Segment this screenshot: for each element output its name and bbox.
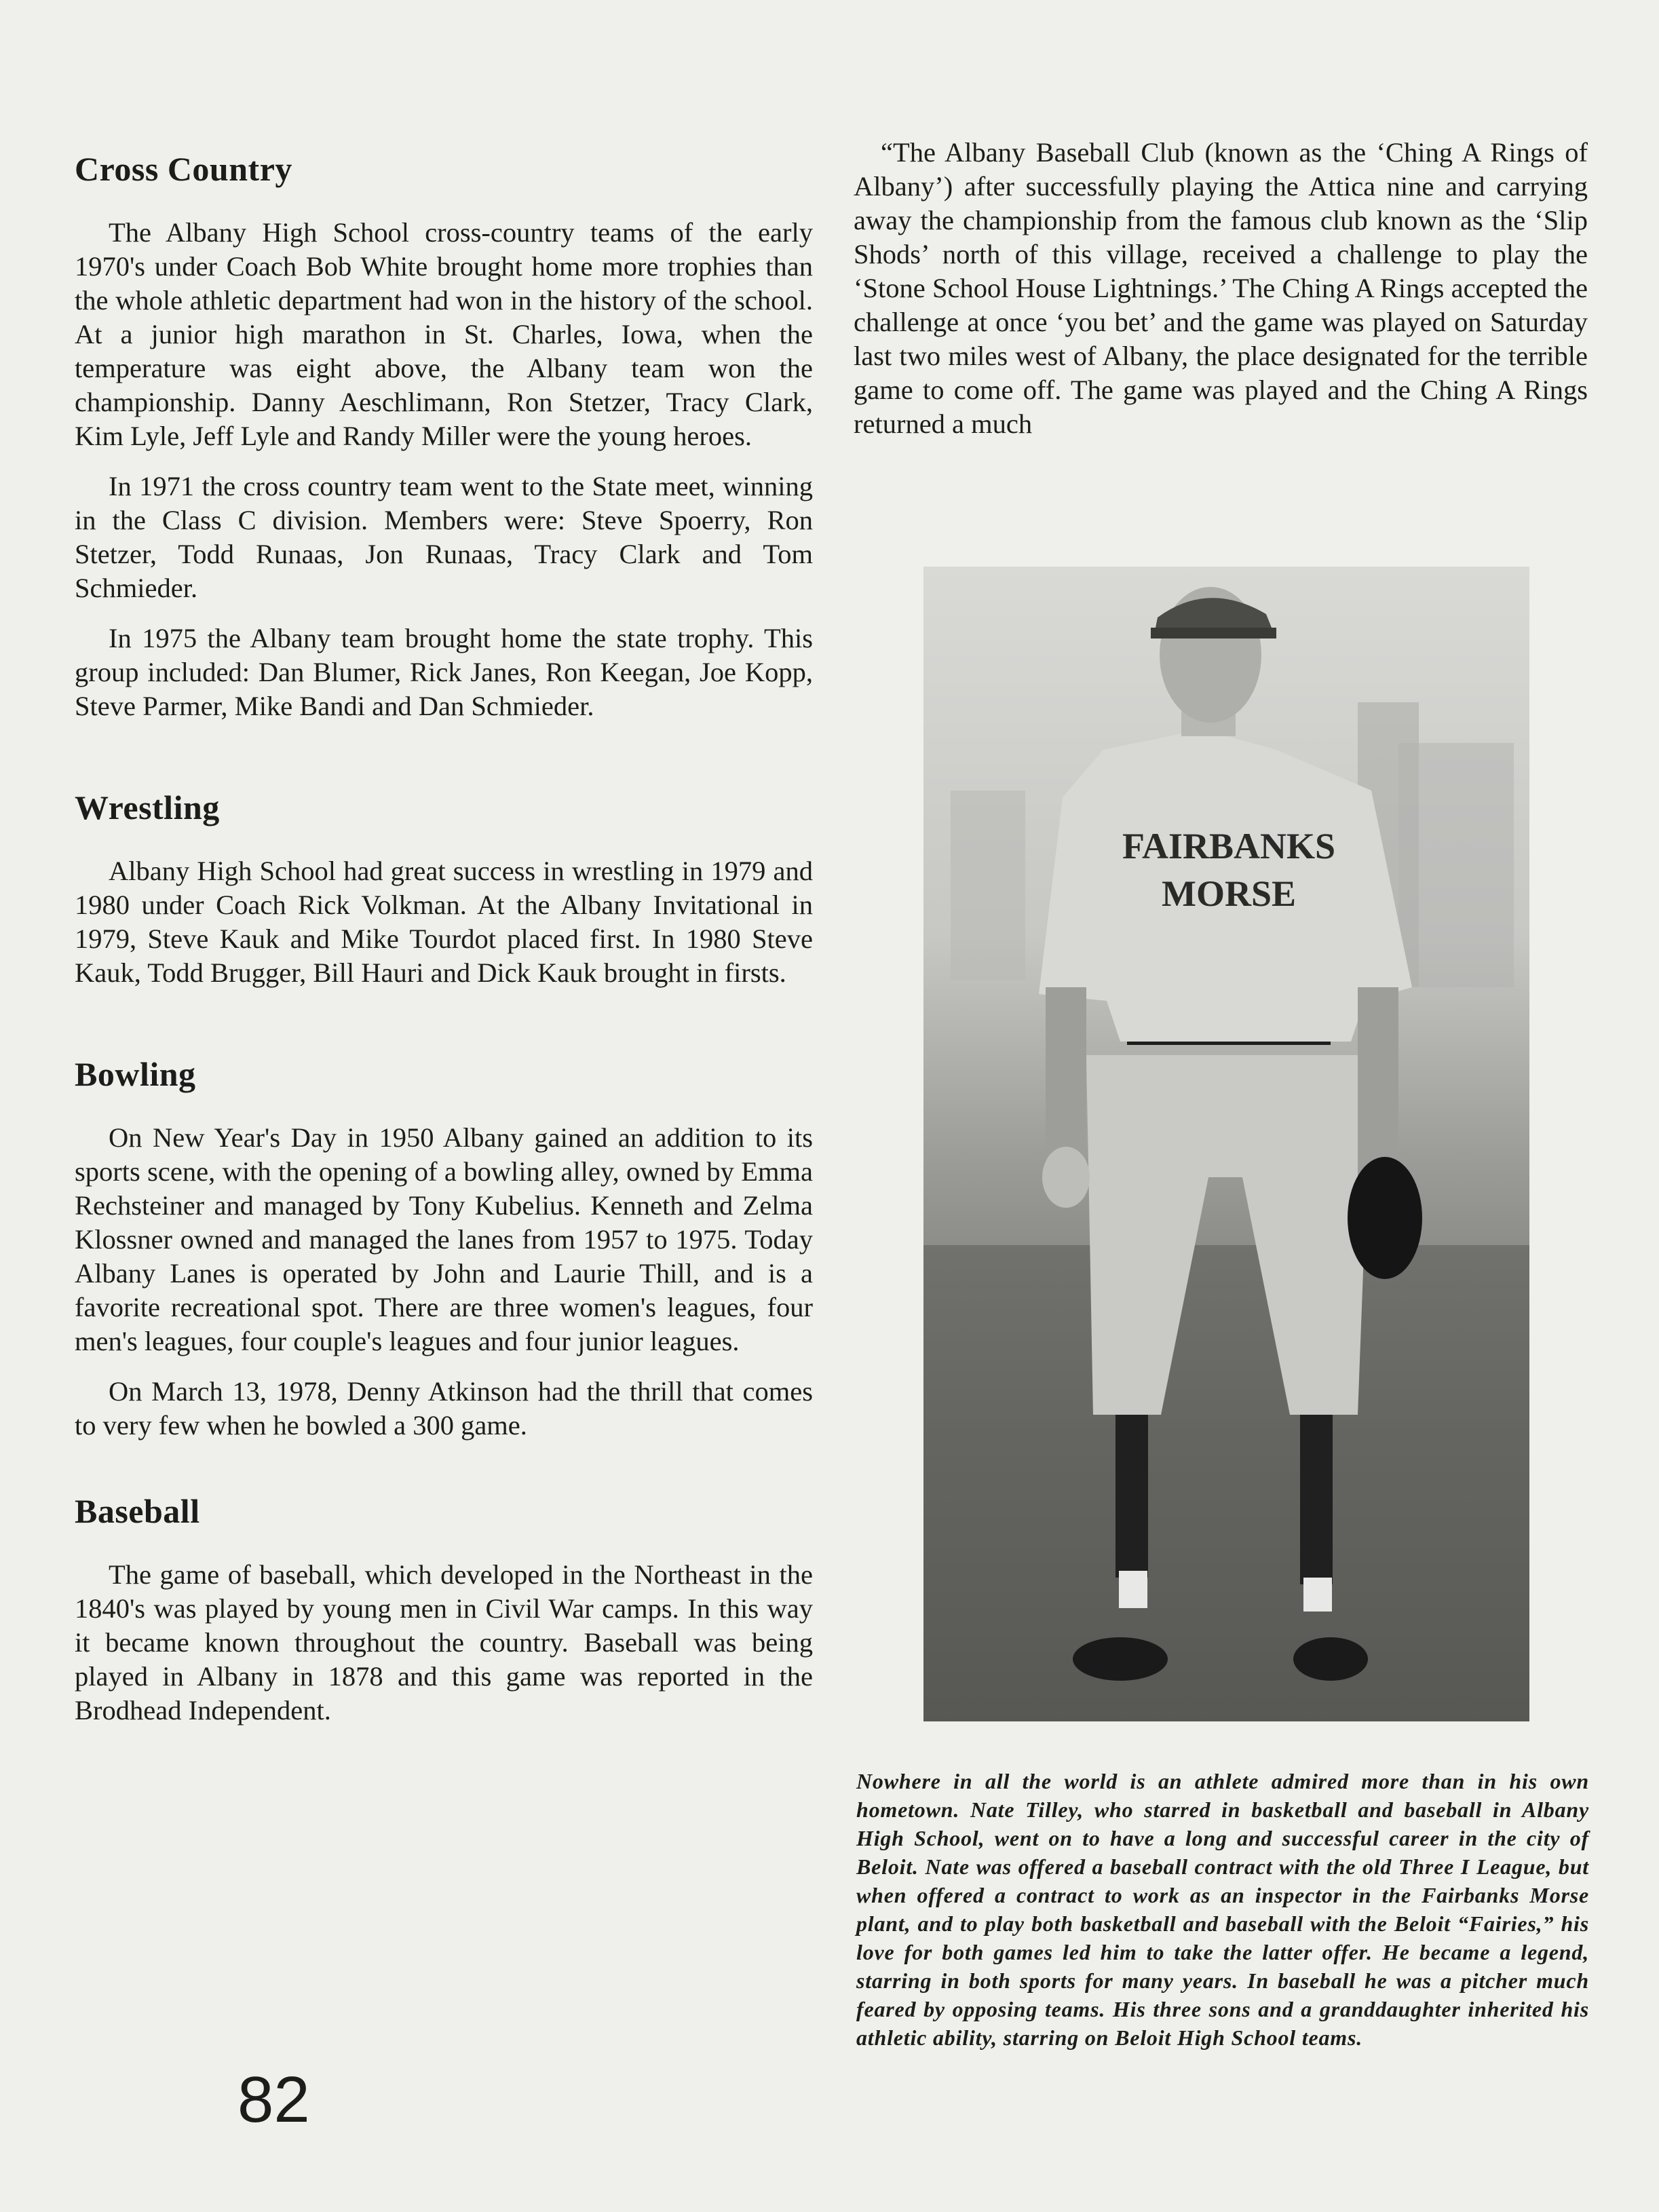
left-column: [75, 149, 813, 1792]
paragraph: In 1975 the Albany team brought home the state trophy. This group included: Dan Blumer, Rick Janes, Ron Keegan, Joe Kopp, Steve Parmer, Mike Bandi and Dan Schmieder.: [75, 623, 813, 721]
section-heading: Bowling: [75, 1055, 196, 1093]
section-bowling: [75, 1054, 813, 1443]
paragraph: The game of baseball, which developed in the Northeast in the 1840's was played by young men in Civil War camps. In this way it became known throughout the country. Baseball was being played in Albany in 1878 and this game was reported in the Brodhead Independent.: [75, 1559, 813, 1725]
paragraph: Albany High School had great success in wrestling in 1979 and 1980 under Coach Rick Volkman. At the Albany Invitational in 1979, Steve Kauk and Mike Tourdot placed first. In 1980 Steve Kauk, Todd Brugger, Bill Hauri and Dick Kauk brought in firsts.: [75, 856, 813, 988]
jersey-lettering-bottom: MORSE: [1161, 873, 1297, 914]
photo-caption: Nowhere in all the world is an athlete admired more than in his own hometown. Nate Tilley, who starred in basketball and baseball in Albany High School, went on to have a long and successful career in the city of Beloit. Nate was offered a baseball contract with the old Three I League, but when offered a contract to work as an inspector in the Fairbanks Morse plant, and to play both basketball and baseball with the Beloit “Fairies,” his love for both games led him to take the latter offer. He became a legend, starring in both sports for many years. In baseball he was a pitcher much feared by opposing teams. His three sons and a granddaughter inherited his athletic ability, starring on Beloit High School teams.: [856, 1769, 1589, 2050]
section-baseball: [75, 1491, 813, 1728]
paragraph: On New Year's Day in 1950 Albany gained an addition to its sports scene, with the opening of a bowling alley, owned by Emma Rechsteiner and managed by Tony Kubelius. Kenneth and Zelma Klossner owned and managed the lanes from 1957 to 1975. Today Albany Lanes is operated by John and Laurie Thill, and is a favorite recreational spot. There are three women's leagues, four men's leagues, four couple's leagues and four junior leagues.: [75, 1122, 813, 1356]
quote-block: [854, 136, 1588, 441]
section-heading: Wrestling: [75, 788, 220, 826]
paragraph: In 1971 the cross country team went to the State meet, winning in the Class C division. Members were: Steve Spoerry, Ron Stetzer, Todd Runaas, Jon Runaas, Tracy Clark and Tom Schmieder.: [75, 471, 813, 603]
quote-text: “The Albany Baseball Club (known as the ‘Ching A Rings of Albany’) after successfully playing the Attica nine and carrying away the championship from the famous club known as the ‘Slip Shods’ north of this village, received a challenge to play the ‘Stone School House Lightnings.’ The Ching A Rings accepted the challenge at once ‘you bet’ and the game was played on Saturday last two miles west of Albany, the place designated for the terrible game to come off. The game was played and the Ching A Rings returned a much: [854, 137, 1588, 439]
paragraph: On March 13, 1978, Denny Atkinson had the thrill that comes to very few when he bowled a 300 game.: [75, 1376, 813, 1441]
page-number: 82: [237, 2063, 310, 2136]
section-heading: Cross Country: [75, 150, 292, 188]
baseball-player-photo: [923, 567, 1529, 1721]
section-wrestling: [75, 788, 813, 990]
section-heading: Baseball: [75, 1492, 200, 1530]
jersey-lettering-top: FAIRBANKS: [1122, 826, 1336, 866]
paragraph: The Albany High School cross-country teams of the early 1970's under Coach Bob White brought home more trophies than the whole athletic department had won in the history of the school. At a junior high marathon in St. Charles, Iowa, when the temperature was eight above, the Albany team won the championship. Danny Aeschlimann, Ron Stetzer, Tracy Clark, Kim Lyle, Jeff Lyle and Randy Miller were the young heroes.: [75, 217, 813, 451]
section-cross-country: [75, 149, 813, 723]
